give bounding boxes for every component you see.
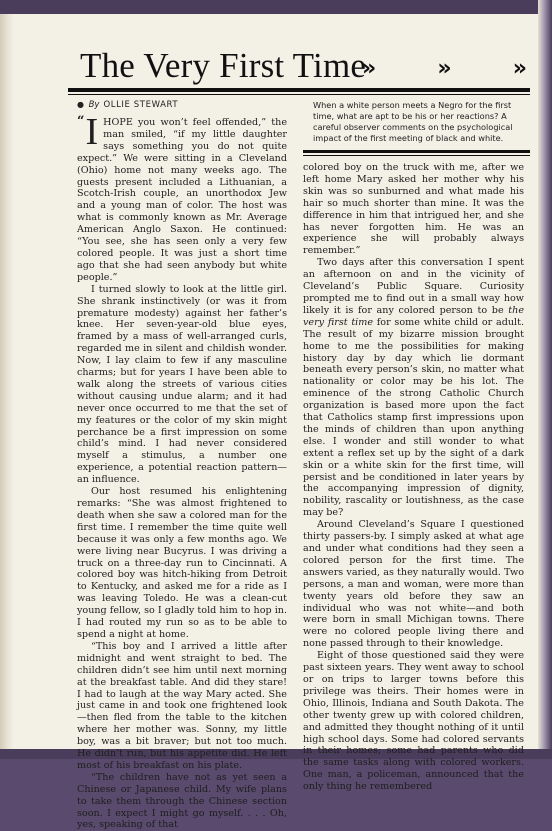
- paragraph: Eight of those questioned said they were past sixteen years. They went away to school or on trips to larger towns before this privilege was theirs. Their homes were in Ohio, Illinois, Indiana and South Dakota. The other twenty grew up with colored children, and admitted they thought nothing of it until high school days. Some had colored servants in their homes; some had parents who did the same tasks along with colored workers. One man, a policeman, announced that the only thing he remembered: [303, 650, 524, 793]
- chevron-icon: »: [362, 56, 377, 81]
- emphasis: the very first time: [303, 304, 524, 328]
- paragraph: [303, 257, 524, 519]
- byline: [77, 100, 178, 110]
- paragraph: “This boy and I arrived a little after midnight and went straight to bed. The children didn’t see him until next morning at the breakfast table. And did they stare! I had to laugh at the way Mary acted. She just came in and took one frightened look—then fled from the table to the kitchen where her mother was. Sonny, my little boy, was a bit braver; but not too much. He didn’t run, but his appetite did. He left most of his breakfast on his plate.: [77, 640, 287, 771]
- drop-cap: [77, 111, 99, 153]
- lead-in: HOPE: [103, 117, 133, 128]
- top-border: [0, 0, 552, 14]
- deck-rule: [303, 150, 530, 153]
- right-edge: [538, 0, 552, 759]
- chevron-icon: »: [512, 56, 527, 81]
- title-rule: [68, 88, 530, 92]
- open-quote: “: [77, 114, 85, 129]
- paragraph: “The children have not as yet seen a Chinese or Japanese child. My wife plans to take them through the Chinese section soon. I expect I might go myself. . . . Oh, yes, speaking of that: [77, 771, 287, 831]
- paragraph: colored boy on the truck with me, after we left home Mary asked her mother why his skin was so sunburned and what made his hair so much shorter than mine. It was the difference in him that intrigued her, and she has never forgotten him. He was an experience she will probably always remember.”: [303, 162, 524, 257]
- bullet-icon: ●: [77, 100, 85, 109]
- paragraph-text: Two days after this conversation I spent an afternoon on and in the vicinity of Cleveland’s Public Square. Curiosity prompted me to find out in a small way how likely it is for any colored person to be: [303, 257, 524, 316]
- deck-rule-thin: [303, 155, 530, 156]
- paragraph-text: for some white child or adult. The result of my bizarre mission brought home to me the possibilities for making history day by day which lie dormant beneath every person’s skin, no matter what nationality or color may be his lot. The eminence of the strong Catholic Church organization is based more upon the fact that Catholics stamp first impressions upon the minds of children than upon anything else. I wonder and still wonder to what extent a reflex set up by the sight of a dark skin or a white skin for the first time, will persist and be conditioned in later years by the accompanying impression of dignity, nobility, rascality or loutishness, as the case may be?: [303, 316, 524, 519]
- drop-cap-letter: I: [85, 111, 99, 153]
- paragraph: [77, 111, 287, 284]
- title-ornament: [362, 56, 527, 81]
- paragraph: I turned slowly to look at the little girl. She shrank instinctively (or was it from premature modesty) against her father’s knee. Her seven-year-old blue eyes, framed by a mass of well-arranged curls, regarded me in silent and childish wonder. Now, I lay claim to few if any masculine charms; but for years I have been able to walk along the streets of various cities without causing undue alarm; and it had never once occurred to me that the set of my features or the color of my skin might perchance be a first impression on some child’s mind. I had never considered myself a stimulus, a number one experience, a potential reaction pattern—an influence.: [77, 283, 287, 486]
- article-title: The Very First Time: [80, 46, 367, 85]
- byline-by: By: [88, 100, 100, 110]
- paragraph-text: you won’t feel offended,” the man smiled, “if my little daughter says something you do not quite expect.” We were sitting in a Cleveland (Ohio) home not many weeks ago. The guests present included a Lithuanian, a Scotch-Irish couple, an unorthodox Jew and a young man of color. The host was what is commonly known as Mr. Average American Anglo Saxon. He continued: “You see, she has seen only a very few colored people. It was just a short time ago that she had seen anybody but white people.”: [77, 117, 287, 283]
- binding-shadow: [0, 0, 14, 759]
- article-deck: When a white person meets a Negro for the first time, what are apt to be his or her reactions? A careful observer comments on the psychological impact of the first meeting of black and white.: [313, 100, 513, 144]
- paragraph: Around Cleveland’s Square I questioned thirty passers-by. I simply asked at what age and under what conditions had they seen a colored person for the first time. The answers varied, as they naturally would. Two persons, a man and woman, were more than twenty years old before they saw an individual who was not white—and both were born in small Michigan towns. There were no colored people living there and none passed through to their knowledge.: [303, 519, 524, 650]
- author-name: OLLIE STEWART: [103, 100, 179, 110]
- title-rule-thin: [68, 94, 530, 95]
- column-left: [77, 111, 287, 831]
- paragraph: Our host resumed his enlightening remarks: “She was almost frightened to death when she saw a colored man for the first time. I remember the time quite well because it was only a few months ago. We were living near Bucyrus. I was driving a truck on a three-day run to Cincinnati. A colored boy was hitch-hiking from Detroit to Kentucky, and asked me for a ride as I was leaving Toledo. He was a clean-cut young fellow, so I gladly told him to hop in. I had routed my run so as to be able to spend a night at home.: [77, 486, 287, 640]
- column-right: [303, 162, 524, 793]
- chevron-icon: »: [437, 56, 452, 81]
